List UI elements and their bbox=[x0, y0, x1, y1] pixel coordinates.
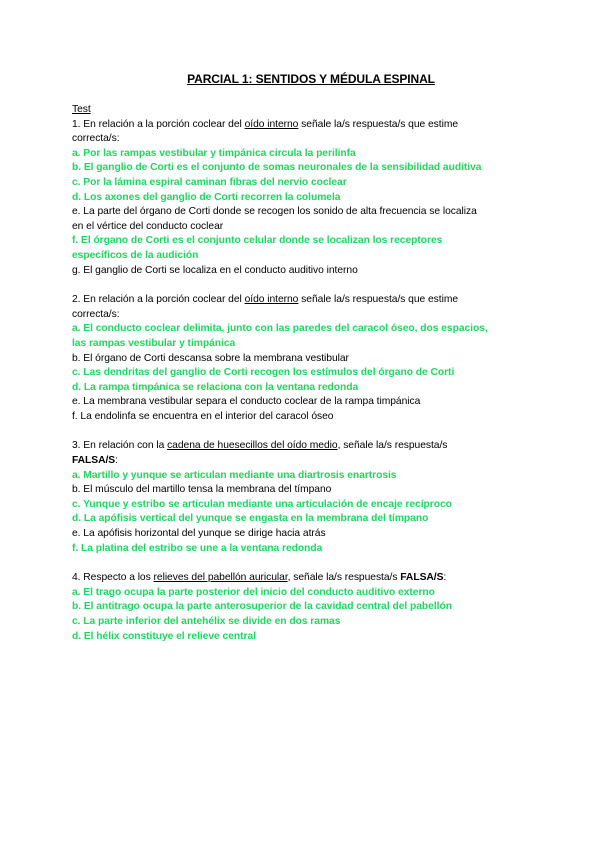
answer-option-correct: b. El antitrago ocupa la parte anterosuperior de la cavidad central del pabellón bbox=[72, 601, 452, 613]
question-3-stem-cont bbox=[72, 454, 550, 469]
spacer bbox=[72, 278, 550, 293]
answer-option: f. La endolinfa se encuentra en el interior del caracol óseo bbox=[72, 410, 334, 422]
question-1-text: 1. En relación a la porción coclear del bbox=[72, 118, 245, 130]
question-4-topic: relieves del pabellón auricular bbox=[153, 572, 288, 584]
question-4-text: 4. Respecto a los bbox=[72, 572, 154, 584]
page-title: PARCIAL 1: SENTIDOS Y MÉDULA ESPINAL bbox=[187, 72, 435, 86]
question-3-text: 3. En relación con la bbox=[72, 440, 168, 452]
question-1-text-end: señale la/s respuesta/s que estime bbox=[298, 118, 459, 130]
answer-option-cont: en el vértice del conducto coclear bbox=[72, 220, 224, 232]
question-3-topic: cadena de huesecillos del oído medio bbox=[167, 440, 338, 452]
question-2 bbox=[72, 293, 550, 424]
answer-option-correct-cont: específicos de la audición bbox=[72, 249, 199, 261]
question-1-topic: oído interno bbox=[244, 118, 299, 130]
answer-option-correct: a. Por las rampas vestibular y timpánica circula la perilinfa bbox=[72, 147, 356, 159]
question-1 bbox=[72, 118, 550, 279]
colon: : bbox=[115, 455, 118, 467]
question-3-stem bbox=[72, 439, 550, 454]
answer-option: e. La apófisis horizontal del yunque se dirige hacia atrás bbox=[72, 528, 326, 540]
question-4-text-mid: , señale la/s respuesta/s bbox=[287, 572, 401, 584]
answer-option: e. La parte del órgano de Corti donde se recogen los sonido de alta frecuencia se localiza bbox=[72, 206, 477, 218]
answer-option-correct: d. La rampa timpánica se relaciona con la ventana redonda bbox=[72, 381, 359, 393]
answer-option-correct-cont: las rampas vestibular y timpánica bbox=[72, 337, 236, 349]
answer-option-correct: a. El trago ocupa la parte posterior del inicio del conducto auditivo externo bbox=[72, 586, 435, 598]
answer-option-correct: d. La apófisis vertical del yunque se engasta en la membrana del tímpano bbox=[72, 513, 429, 525]
falsa-label: FALSA/S bbox=[400, 572, 444, 584]
spacer bbox=[72, 424, 550, 439]
answer-option-correct: c. Las dendritas del ganglio de Corti recogen los estímulos del órgano de Corti bbox=[72, 367, 455, 379]
answer-option: b. El músculo del martillo tensa la membrana del tímpano bbox=[72, 484, 332, 496]
answer-option-correct: a. Martillo y yunque se articulan mediante una diartrosis enartrosis bbox=[72, 469, 397, 481]
answer-option-correct: d. El hélix constituye el relieve central bbox=[72, 630, 256, 642]
question-2-stem bbox=[72, 293, 550, 308]
answer-option-correct: a. El conducto coclear delimita, junto con las paredes del caracol óseo, dos espacios, bbox=[72, 323, 488, 335]
question-1-stem bbox=[72, 118, 550, 133]
section-label bbox=[72, 103, 550, 118]
question-2-text: 2. En relación a la porción coclear del bbox=[72, 294, 245, 306]
answer-option-correct: c. Yunque y estribo se articulan mediante una articulación de encaje recíproco bbox=[72, 498, 452, 510]
answer-option: e. La membrana vestibular separa el conducto coclear de la rampa timpánica bbox=[72, 396, 421, 408]
question-3-text-end: , señale la/s respuesta/s bbox=[337, 440, 448, 452]
answer-option-correct: b. El ganglio de Corti es el conjunto de somas neuronales de la sensibilidad auditiva bbox=[72, 162, 482, 174]
question-2-text-end: señale la/s respuesta/s que estime bbox=[298, 294, 459, 306]
question-2-stem-cont: correcta/s: bbox=[72, 308, 120, 320]
answer-option: g. El ganglio de Corti se localiza en el conducto auditivo interno bbox=[72, 264, 358, 276]
question-2-topic: oído interno bbox=[244, 294, 299, 306]
spacer bbox=[72, 556, 550, 571]
question-4-stem bbox=[72, 571, 550, 586]
answer-option-correct: c. La parte inferior del antehélix se divide en dos ramas bbox=[72, 616, 341, 627]
question-3 bbox=[72, 439, 550, 556]
answer-option-correct: c. Por la lámina espiral caminan fibras del nervio coclear bbox=[72, 176, 347, 188]
answer-option-correct: f. El órgano de Corti es el conjunto celular donde se localizan los receptores bbox=[72, 235, 443, 247]
test-label: Test bbox=[72, 104, 91, 115]
answer-option-correct: d. Los axones del ganglio de Corti recorren la columela bbox=[72, 191, 341, 203]
colon: : bbox=[443, 572, 447, 584]
question-4 bbox=[72, 571, 550, 644]
question-1-stem-cont: correcta/s: bbox=[72, 133, 120, 145]
falsa-label: FALSA/S bbox=[72, 455, 116, 467]
answer-option-correct: f. La platina del estribo se une a la ventana redonda bbox=[72, 542, 323, 554]
answer-option: b. El órgano de Corti descansa sobre la membrana vestibular bbox=[72, 352, 349, 364]
